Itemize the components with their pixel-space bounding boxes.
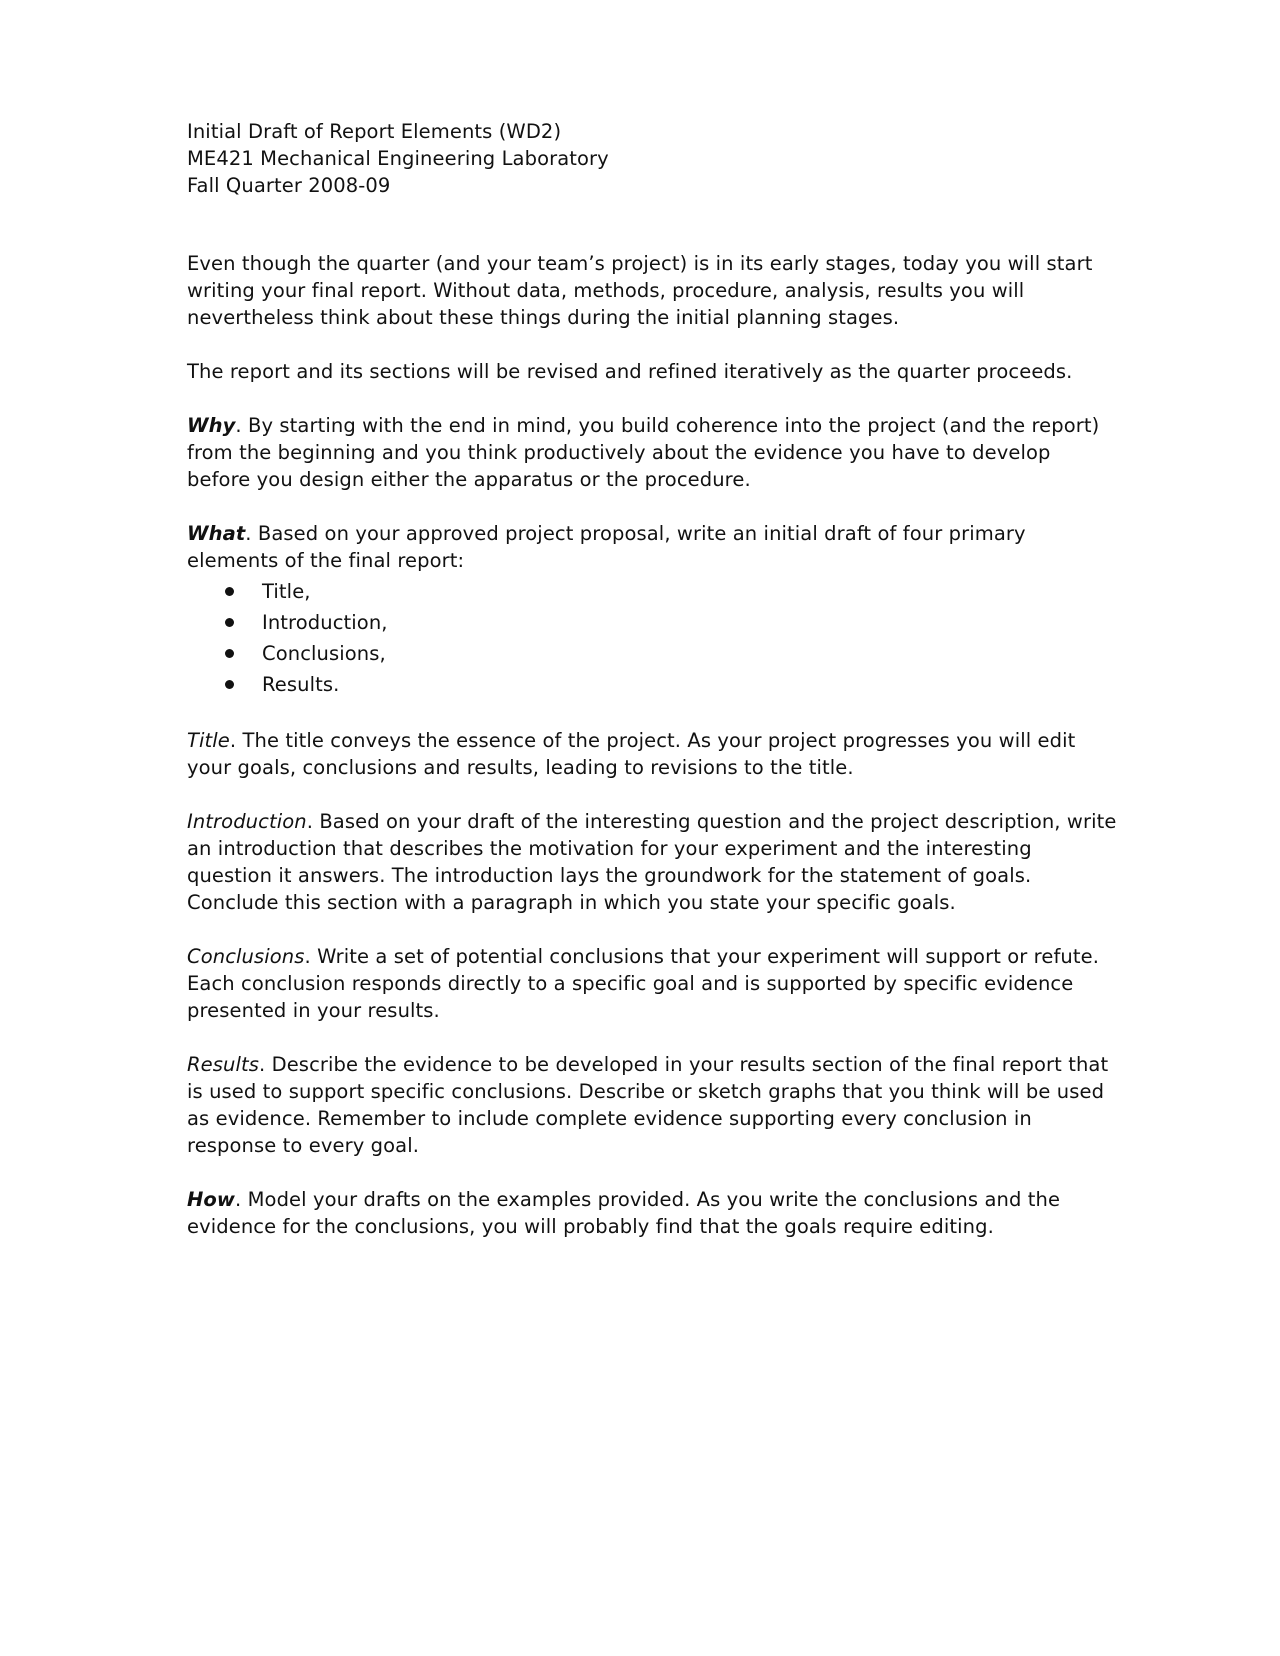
introduction-text: . Based on your draft of the interesting question and the project description, write an introduction that describes the motivation for your experiment and the interesting question it answers. The introduction lays the groundwork for the statement of goals. Conclude this section with a paragraph in which you state your specific goals. — [187, 810, 1117, 914]
bullet-icon — [225, 587, 234, 596]
document-page — [187, 118, 1117, 1240]
what-text: . Based on your approved project proposal, write an initial draft of four primary elements of the final report: — [187, 522, 1026, 572]
revision-paragraph: The report and its sections will be revised and refined iteratively as the quarter proceeds. — [187, 360, 1073, 383]
course-name: ME421 Mechanical Engineering Laboratory — [187, 147, 609, 170]
what-paragraph — [187, 520, 1117, 574]
title-paragraph — [187, 727, 1117, 781]
term: Fall Quarter 2008-09 — [187, 174, 391, 197]
results-label: Results — [187, 1053, 259, 1076]
bullet-icon — [225, 680, 234, 689]
list-item: Results. — [225, 669, 1117, 700]
title-text: . The title conveys the essence of the project. As your project progresses you will edit your goals, conclusions and results, leading to revisions to the title. — [187, 729, 1076, 779]
bullet-icon — [225, 649, 234, 658]
how-text: . Model your drafts on the examples provided. As you write the conclusions and the evidence for the conclusions, you will probably find that the goals require editing. — [187, 1188, 1061, 1238]
bullet-icon — [225, 618, 234, 627]
introduction-label: Introduction — [187, 810, 307, 833]
how-paragraph — [187, 1186, 1117, 1240]
report-elements-list — [187, 576, 1117, 700]
intro-paragraph: Even though the quarter (and your team’s project) is in its early stages, today you will start writing your final report. Without data, methods, procedure, analysis, results you will nevertheless think about these things during the initial planning stages. — [187, 252, 1093, 329]
list-item: Title, — [225, 576, 1117, 607]
how-label: How — [187, 1188, 236, 1211]
introduction-paragraph — [187, 808, 1117, 916]
list-item: Introduction, — [225, 607, 1117, 638]
conclusions-label: Conclusions — [187, 945, 305, 968]
conclusions-paragraph — [187, 943, 1117, 1024]
why-text: . By starting with the end in mind, you build coherence into the project (and the report) from the beginning and you think productively about the evidence you have to develop before you design either the apparatus or the procedure. — [187, 414, 1100, 491]
document-title: Initial Draft of Report Elements (WD2) — [187, 120, 562, 143]
title-label: Title — [187, 729, 230, 752]
results-text: . Describe the evidence to be developed in your results section of the final report that is used to support specific conclusions. Describe or sketch graphs that you think will be used as evidence. Remember to include complete evidence supporting every conclusion in response to every goal. — [187, 1053, 1109, 1157]
why-paragraph — [187, 412, 1117, 493]
list-item: Conclusions, — [225, 638, 1117, 669]
results-paragraph — [187, 1051, 1117, 1159]
conclusions-text: . Write a set of potential conclusions that your experiment will support or refute. Each conclusion responds directly to a specific goal and is supported by specific evidence presented in your results. — [187, 945, 1100, 1022]
what-label: What — [187, 522, 246, 545]
why-label: Why — [187, 414, 236, 437]
